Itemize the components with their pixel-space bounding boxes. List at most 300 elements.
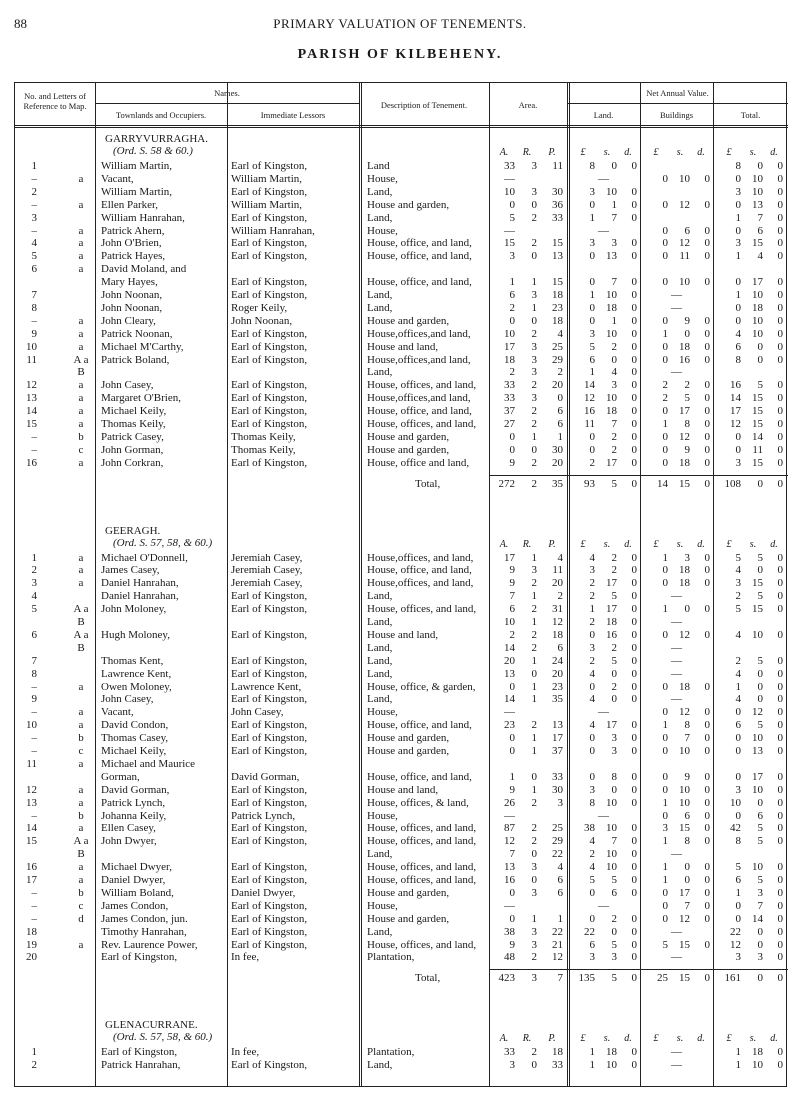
table-row xyxy=(15,263,788,276)
money-value: 5 xyxy=(735,551,741,564)
area-value: 11 xyxy=(552,160,563,172)
money-value: 0 xyxy=(662,783,668,796)
money-value: 10 xyxy=(730,796,741,809)
area-value: 3 xyxy=(531,160,537,172)
area-value: 0 xyxy=(509,430,515,443)
money-value: 10 xyxy=(752,185,763,198)
map-number: 15 xyxy=(26,835,37,848)
area-value: 3 xyxy=(531,938,537,951)
table-row xyxy=(15,629,788,642)
map-letter: a xyxy=(78,314,84,327)
money-value: 6 xyxy=(589,353,595,366)
map-number: 1 xyxy=(31,160,37,172)
money-value: 2 xyxy=(611,912,617,925)
table-row xyxy=(15,616,788,629)
occupier: Daniel Hanrahan, xyxy=(101,577,179,590)
map-letter: b xyxy=(78,886,84,899)
money-value: 5 xyxy=(757,654,763,667)
occupier: William Martin, xyxy=(101,160,173,172)
money-value: 0 xyxy=(662,237,668,250)
money-value: 22 xyxy=(730,925,741,938)
area-value: 33 xyxy=(552,770,563,783)
table-row xyxy=(15,431,788,444)
money-value: 6 xyxy=(757,224,763,237)
area-value: 0 xyxy=(531,443,537,456)
money-value: 0 xyxy=(611,667,617,680)
occupier: John Noonan, xyxy=(101,301,163,314)
money-value: 7 xyxy=(757,211,763,224)
table-row xyxy=(15,457,788,470)
money-value: 0 xyxy=(777,770,783,783)
money-value: 38 xyxy=(584,822,595,835)
lessor: Earl of Kingston, xyxy=(231,912,308,925)
description: Land, xyxy=(367,641,393,654)
map-letter: a xyxy=(78,418,84,430)
money-value: 0 xyxy=(631,861,637,874)
occupier: David Gorman, xyxy=(101,783,170,796)
money-value: 0 xyxy=(704,912,710,925)
map-letter: A a xyxy=(73,835,89,848)
money-value: 0 xyxy=(631,477,637,490)
area-value: 22 xyxy=(552,925,563,938)
money-value: 0 xyxy=(777,456,783,469)
money-value: 2 xyxy=(589,848,595,861)
map-letter: a xyxy=(78,237,84,250)
money-value: 18 xyxy=(606,616,617,628)
money-value: 0 xyxy=(631,1046,637,1059)
lessor: Earl of Kingston, xyxy=(231,925,308,938)
money-value: 0 xyxy=(704,353,710,366)
lessor: Thomas Keily, xyxy=(231,443,296,456)
money-value: 0 xyxy=(777,972,783,985)
map-letter: a xyxy=(78,564,84,577)
area-value: 1 xyxy=(531,616,537,628)
area-value: 6 xyxy=(557,886,563,899)
area-value: 18 xyxy=(552,1046,563,1059)
money-value: 0 xyxy=(704,405,710,418)
money-value: 0 xyxy=(777,327,783,340)
money-value: 10 xyxy=(679,745,690,757)
map-number: 13 xyxy=(26,392,37,405)
money-value: 6 xyxy=(611,886,617,899)
map-number: – xyxy=(31,886,37,899)
description: Land xyxy=(367,160,390,172)
area-value: 3 xyxy=(531,353,537,366)
area-value: 1 xyxy=(531,430,537,443)
map-letter: a xyxy=(78,456,84,469)
table-row xyxy=(15,564,788,577)
money-value: 1 xyxy=(662,551,668,564)
description: Land, xyxy=(367,616,393,628)
area-value: 33 xyxy=(552,1059,563,1072)
map-letter: a xyxy=(78,757,84,770)
map-letter: a xyxy=(78,938,84,951)
money-unit: £ xyxy=(653,1033,659,1045)
occupier: Patrick Hanrahan, xyxy=(101,1059,181,1072)
money-value: 8 xyxy=(735,353,741,366)
money-value: 0 xyxy=(589,276,595,289)
money-value: 18 xyxy=(752,1046,763,1059)
map-number: 8 xyxy=(31,667,37,680)
money-value: 0 xyxy=(777,745,783,757)
money-value: 0 xyxy=(662,732,668,745)
map-letter: a xyxy=(78,172,84,185)
money-value: 5 xyxy=(735,861,741,874)
money-unit: £ xyxy=(726,147,732,158)
lessor: William Martin, xyxy=(231,172,303,185)
money-value: 6 xyxy=(589,938,595,951)
money-value: 0 xyxy=(704,172,710,185)
area-value: — xyxy=(504,809,515,822)
money-value: 2 xyxy=(589,590,595,603)
money-value: 5 xyxy=(757,719,763,732)
money-value: 0 xyxy=(777,237,783,250)
money-value: 5 xyxy=(611,590,617,603)
map-number: – xyxy=(31,198,37,211)
map-number: 3 xyxy=(31,577,37,590)
money-value: 0 xyxy=(631,603,637,616)
area-value: 2 xyxy=(531,237,537,250)
area-value: 37 xyxy=(552,745,563,757)
lessor: Patrick Lynch, xyxy=(231,809,296,822)
map-number: 15 xyxy=(26,418,37,430)
value-dash: — xyxy=(598,809,609,822)
map-letter: B xyxy=(77,366,85,379)
money-value: 4 xyxy=(735,667,741,680)
money-value: 0 xyxy=(589,912,595,925)
money-value: 17 xyxy=(606,577,617,590)
area-value: 1 xyxy=(531,680,537,693)
area-value: 0 xyxy=(531,198,537,211)
area-value: 33 xyxy=(552,211,563,224)
money-value: 0 xyxy=(631,972,637,985)
money-value: 0 xyxy=(631,564,637,577)
rule xyxy=(567,103,788,104)
money-value: 0 xyxy=(684,874,690,886)
money-value: 9 xyxy=(684,443,690,456)
lessor: Earl of Kingston, xyxy=(231,405,308,418)
area-value: 20 xyxy=(552,379,563,392)
table-row xyxy=(15,758,788,771)
money-value: 0 xyxy=(777,925,783,938)
area-value: 3 xyxy=(531,925,537,938)
area-value: 22 xyxy=(552,848,563,861)
money-value: 12 xyxy=(584,392,595,405)
area-value: 18 xyxy=(552,289,563,301)
map-letter: B xyxy=(77,641,85,654)
area-unit: A. xyxy=(499,538,509,550)
money-value: 0 xyxy=(704,477,710,490)
description: House, xyxy=(367,899,398,912)
money-value: 0 xyxy=(757,693,763,706)
money-value: 7 xyxy=(611,418,617,430)
area-value: 2 xyxy=(531,418,537,430)
money-value: 0 xyxy=(704,628,710,641)
description: House,offices, and land, xyxy=(367,551,474,564)
money-value: 0 xyxy=(704,314,710,327)
money-value: 1 xyxy=(589,1046,595,1059)
money-value: 10 xyxy=(606,327,617,340)
map-letter: a xyxy=(78,224,84,237)
table-row xyxy=(15,810,788,823)
map-number: 19 xyxy=(26,938,37,951)
map-letter: a xyxy=(78,680,84,693)
money-value: 0 xyxy=(611,783,617,796)
money-value: 7 xyxy=(611,211,617,224)
table-row xyxy=(15,186,788,199)
townlands-header: Townlands and Occupiers. xyxy=(115,110,207,120)
money-value: 0 xyxy=(777,667,783,680)
money-value: 10 xyxy=(606,796,617,809)
money-value: 0 xyxy=(631,366,637,379)
money-unit: s. xyxy=(749,147,757,158)
money-value: 0 xyxy=(631,783,637,796)
money-value: 15 xyxy=(679,938,690,951)
money-value: 22 xyxy=(584,925,595,938)
occupier: Patrick Ahern, xyxy=(101,224,165,237)
money-value: 0 xyxy=(631,667,637,680)
money-value: 3 xyxy=(757,951,763,964)
money-value: 18 xyxy=(606,1046,617,1059)
lessor: Earl of Kingston, xyxy=(231,590,308,603)
occupier: John Noonan, xyxy=(101,289,163,301)
area-value: 23 xyxy=(504,719,515,732)
money-value: 2 xyxy=(662,379,668,392)
occupier: Earl of Kingston, xyxy=(101,951,178,964)
lessor: Daniel Dwyer, xyxy=(231,886,296,899)
money-value: 1 xyxy=(589,289,595,301)
money-value: 3 xyxy=(589,327,595,340)
money-value: 0 xyxy=(704,899,710,912)
money-value: 25 xyxy=(657,972,668,985)
table-row xyxy=(15,719,788,732)
ref-header: No. and Letters of Reference to Map. xyxy=(23,91,87,111)
occupier: Timothy Hanrahan, xyxy=(101,925,187,938)
money-value: 12 xyxy=(730,418,741,430)
occupier: Gorman, xyxy=(101,770,140,783)
money-value: 0 xyxy=(589,732,595,745)
description: House, offices, & land, xyxy=(367,796,469,809)
ord-survey: (Ord. S. 57, 58, & 60.) xyxy=(113,536,213,549)
money-value: 0 xyxy=(777,430,783,443)
money-value: 0 xyxy=(735,301,741,314)
occupier: Michael Dwyer, xyxy=(101,861,173,874)
money-value: 11 xyxy=(584,418,595,430)
lessor: In fee, xyxy=(231,951,260,964)
lessor: Thomas Keily, xyxy=(231,430,296,443)
money-value: 10 xyxy=(752,172,763,185)
money-value: 0 xyxy=(704,861,710,874)
map-number: – xyxy=(31,430,37,443)
description: House, offices, and land, xyxy=(367,418,477,430)
money-value: 108 xyxy=(724,477,741,490)
money-value: 4 xyxy=(757,250,763,263)
table-row xyxy=(15,160,788,173)
money-value: 0 xyxy=(777,577,783,590)
description: House, offices, and land, xyxy=(367,938,477,951)
area-value: 30 xyxy=(552,185,563,198)
value-dash: — xyxy=(671,590,682,603)
map-letter: a xyxy=(78,405,84,418)
money-value: 0 xyxy=(704,250,710,263)
money-value: 3 xyxy=(735,185,741,198)
money-value: 8 xyxy=(684,835,690,848)
money-value: 1 xyxy=(662,719,668,732)
area-value: 2 xyxy=(531,577,537,590)
money-unit: s. xyxy=(676,538,684,550)
money-value: 0 xyxy=(704,783,710,796)
map-letter: c xyxy=(78,443,84,456)
lessor: Earl of Kingston, xyxy=(231,379,308,392)
lessor: Lawrence Kent, xyxy=(231,680,302,693)
money-value: 5 xyxy=(735,603,741,616)
description: House, office, and land, xyxy=(367,237,472,250)
area-value: 10 xyxy=(504,616,515,628)
money-value: 0 xyxy=(704,706,710,719)
area-value: 6 xyxy=(557,418,563,430)
area-value: 20 xyxy=(504,654,515,667)
area-value: 1 xyxy=(531,732,537,745)
map-letter: d xyxy=(78,912,84,925)
money-value: 0 xyxy=(777,783,783,796)
area-value: 12 xyxy=(504,835,515,848)
map-number: 18 xyxy=(26,925,37,938)
money-value: 7 xyxy=(684,732,690,745)
total-rule xyxy=(489,475,788,476)
description: House and garden, xyxy=(367,745,450,757)
money-value: 2 xyxy=(589,577,595,590)
lessor: Earl of Kingston, xyxy=(231,732,308,745)
money-unit: d. xyxy=(770,538,778,550)
occupier: John Dwyer, xyxy=(101,835,157,848)
area-value: 1 xyxy=(531,912,537,925)
money-unit: d. xyxy=(624,538,632,550)
money-value: 18 xyxy=(679,456,690,469)
money-value: 11 xyxy=(679,250,690,263)
money-value: 0 xyxy=(662,443,668,456)
table-row xyxy=(15,771,788,784)
money-value: 0 xyxy=(611,925,617,938)
area-value: 3 xyxy=(531,564,537,577)
map-letter: a xyxy=(78,379,84,392)
money-value: 0 xyxy=(704,577,710,590)
money-value: 0 xyxy=(704,456,710,469)
money-value: 14 xyxy=(730,392,741,405)
money-value: 15 xyxy=(679,972,690,985)
area-value: 3 xyxy=(509,1059,515,1072)
money-value: 0 xyxy=(662,770,668,783)
area-value: 20 xyxy=(552,667,563,680)
money-value: 1 xyxy=(735,289,741,301)
money-value: 3 xyxy=(589,564,595,577)
money-value: 13 xyxy=(752,198,763,211)
description: House, offices, and land, xyxy=(367,822,477,835)
money-value: 16 xyxy=(679,353,690,366)
area-value: 1 xyxy=(531,551,537,564)
map-number: 6 xyxy=(31,263,37,276)
money-value: 3 xyxy=(589,783,595,796)
money-value: 5 xyxy=(611,874,617,886)
lessor: Earl of Kingston, xyxy=(231,899,308,912)
table-row xyxy=(15,250,788,263)
money-value: 0 xyxy=(662,706,668,719)
money-value: 0 xyxy=(631,912,637,925)
area-value: 18 xyxy=(504,353,515,366)
area-value: 9 xyxy=(509,456,515,469)
map-number: 12 xyxy=(26,379,37,392)
total-row xyxy=(15,972,788,985)
table-row xyxy=(15,835,788,848)
money-value: 0 xyxy=(777,835,783,848)
description: House, office, and land, xyxy=(367,564,472,577)
area-header: Area. xyxy=(518,100,538,110)
money-value: 0 xyxy=(631,654,637,667)
money-value: 0 xyxy=(631,211,637,224)
value-dash: — xyxy=(671,654,682,667)
lessor: Earl of Kingston, xyxy=(231,160,308,172)
money-value: 2 xyxy=(735,590,741,603)
area-value: 9 xyxy=(509,577,515,590)
money-value: 0 xyxy=(631,340,637,353)
money-value: 6 xyxy=(684,809,690,822)
area-value: 0 xyxy=(531,874,537,886)
money-value: 5 xyxy=(684,392,690,405)
money-value: 0 xyxy=(704,564,710,577)
money-value: 0 xyxy=(631,250,637,263)
money-value: 1 xyxy=(735,1046,741,1059)
area-value: — xyxy=(504,899,515,912)
money-value: 9 xyxy=(684,314,690,327)
money-value: 5 xyxy=(611,654,617,667)
area-value: 25 xyxy=(552,822,563,835)
money-value: 15 xyxy=(752,392,763,405)
money-value: 0 xyxy=(777,418,783,430)
description: Land, xyxy=(367,667,393,680)
map-number: 16 xyxy=(26,861,37,874)
money-value: 8 xyxy=(589,160,595,172)
value-dash: — xyxy=(671,951,682,964)
area-value: 14 xyxy=(504,641,515,654)
money-value: 10 xyxy=(752,314,763,327)
money-value: 0 xyxy=(777,160,783,172)
money-value: 0 xyxy=(777,680,783,693)
area-value: 2 xyxy=(557,590,563,603)
table-row xyxy=(15,444,788,457)
area-value: 1 xyxy=(531,783,537,796)
money-value: 10 xyxy=(606,848,617,861)
money-value: 6 xyxy=(735,719,741,732)
occupier: Michael O'Donnell, xyxy=(101,551,188,564)
money-value: 0 xyxy=(777,1059,783,1072)
money-value: 10 xyxy=(679,796,690,809)
map-number: 4 xyxy=(31,590,37,603)
money-value: 0 xyxy=(757,340,763,353)
total-rule xyxy=(489,969,788,970)
area-value: 7 xyxy=(557,972,563,985)
area-value: 2 xyxy=(531,477,537,490)
money-value: 0 xyxy=(662,250,668,263)
map-letter: a xyxy=(78,263,84,276)
description: Land, xyxy=(367,366,393,379)
money-value: 135 xyxy=(578,972,595,985)
lessor: Earl of Kingston, xyxy=(231,835,308,848)
money-value: 0 xyxy=(735,224,741,237)
lessor: Earl of Kingston, xyxy=(231,250,308,263)
nav-header: Net Annual Value. xyxy=(646,88,709,98)
money-value: 0 xyxy=(777,628,783,641)
lessor: David Gorman, xyxy=(231,770,300,783)
area-value: 13 xyxy=(552,719,563,732)
